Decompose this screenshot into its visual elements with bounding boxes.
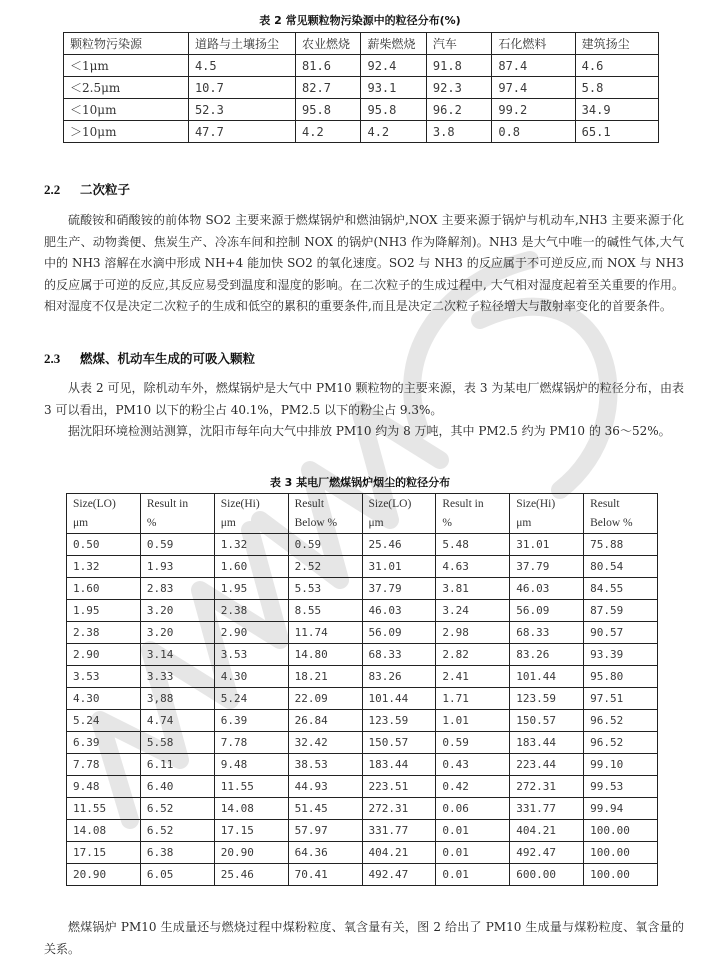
table-cell: 9.48: [67, 776, 141, 798]
table-cell: 4.2: [361, 121, 426, 143]
table-cell: 101.44: [510, 666, 584, 688]
table3: [66, 493, 658, 886]
section-number: 2.3: [44, 351, 61, 366]
table-cell: 8.55: [288, 600, 362, 622]
table-row: [67, 666, 658, 688]
table-cell: 87.4: [492, 55, 575, 77]
table-cell: 223.51: [362, 776, 436, 798]
table-row: [64, 121, 659, 143]
table-cell: 20.90: [67, 864, 141, 886]
table-cell: 22.09: [288, 688, 362, 710]
table2-caption: 表 2 常见颗粒物污染源中的粒径分布(%): [259, 14, 461, 27]
table-cell: 6.11: [140, 754, 214, 776]
table-cell: 272.31: [510, 776, 584, 798]
header-line: Result in: [146, 497, 189, 510]
table-cell: 2.38: [214, 600, 288, 622]
header-cell: [140, 494, 214, 534]
table-cell: 272.31: [362, 798, 436, 820]
header-unit: %: [442, 516, 452, 529]
table-cell: 4.2: [296, 121, 361, 143]
paragraph-text: 硫酸铵和硝酸铵的前体物 SO2 主要来源于燃煤锅炉和燃油锅炉,NOX 主要来源于锅炉与机动车,NH3 主要来源于化肥生产、动物粪便、焦炭生产、冷冻车间和控制 NOX 的锅炉(NH3 作为降解剂)。NH3 是大气中唯一的碱性气体,大气中的 NH3 溶解在水滴中形成 NH+4 能加快 SO2 的氧化速度。SO2 与 NH3 的反应属于不可逆反应,而 NOX 与 NH3 的反应属于可逆的反应,其反应易受到温度和湿度的影响。在二次粒子的生成过程中, 大气相对湿度起着至关重要的作用。相对湿度不仅是决定二次粒子的生成和低空的累积的重要条件,而且是决定二次粒子粒径增大与散射率变化的首要条件。: [44, 213, 684, 313]
header-cell: 薪柴燃烧: [361, 33, 426, 55]
table-cell: 3,88: [140, 688, 214, 710]
table-cell: 96.2: [426, 99, 491, 121]
table-cell: 95.8: [296, 99, 361, 121]
table-cell: 83.26: [362, 666, 436, 688]
table-cell: 6.40: [140, 776, 214, 798]
table-cell: 52.3: [188, 99, 295, 121]
header-cell: [288, 494, 362, 534]
table-row: [67, 754, 658, 776]
table-cell: 31.01: [362, 556, 436, 578]
table-row: [64, 55, 659, 77]
table-cell: 97.51: [584, 688, 658, 710]
paragraph-text: 从表 2 可见，除机动车外，燃煤锅炉是大气中 PM10 颗粒物的主要来源，表 3 为某电厂燃煤锅炉的粒径分布，由表 3 可以看出，PM10 以下的粉尘占 40.1%，PM2.5 以下的粉尘占 9.3%。: [44, 381, 684, 417]
header-line: Result: [294, 497, 325, 510]
table-cell: 7.78: [67, 754, 141, 776]
table-cell: 57.97: [288, 820, 362, 842]
closing-paragraph: [44, 917, 684, 960]
header-cell: 建筑扬尘: [575, 33, 658, 55]
table-cell: 331.77: [362, 820, 436, 842]
table-cell: 1.32: [214, 534, 288, 556]
table-row: [67, 688, 658, 710]
table-cell: 123.59: [510, 688, 584, 710]
table-cell: 492.47: [362, 864, 436, 886]
table-row: [64, 99, 659, 121]
table-cell: 6.52: [140, 798, 214, 820]
table-cell: 37.79: [510, 556, 584, 578]
table-cell: 3.20: [140, 600, 214, 622]
table-cell: 75.88: [584, 534, 658, 556]
table-cell: 5.24: [214, 688, 288, 710]
table-cell: 25.46: [362, 534, 436, 556]
table-cell: 2.41: [436, 666, 510, 688]
table-cell: 99.94: [584, 798, 658, 820]
table-cell: 14.08: [214, 798, 288, 820]
table-cell: 5.53: [288, 578, 362, 600]
table-cell: 1.60: [67, 578, 141, 600]
table-row: [67, 556, 658, 578]
table-cell: 0.50: [67, 534, 141, 556]
table-cell: 56.09: [362, 622, 436, 644]
table-cell: 492.47: [510, 842, 584, 864]
table-cell: 91.8: [426, 55, 491, 77]
table-cell: 0.8: [492, 121, 575, 143]
table-row: [67, 776, 658, 798]
table-cell: 4.30: [67, 688, 141, 710]
table-cell: 6.39: [67, 732, 141, 754]
table-cell: 81.6: [296, 55, 361, 77]
table-row: [67, 644, 658, 666]
table-cell: 68.33: [362, 644, 436, 666]
header-unit: Below %: [294, 516, 338, 529]
table-cell: 0.01: [436, 842, 510, 864]
table-cell: 6.05: [140, 864, 214, 886]
table-cell: 51.45: [288, 798, 362, 820]
table-header-row: [67, 494, 658, 534]
table-cell: 3.24: [436, 600, 510, 622]
table-cell: 34.9: [575, 99, 658, 121]
header-cell: 农业燃烧: [296, 33, 361, 55]
table-cell: 183.44: [510, 732, 584, 754]
table-cell: 14.80: [288, 644, 362, 666]
table-cell: 99.53: [584, 776, 658, 798]
table-cell: 11.74: [288, 622, 362, 644]
table-cell: 11.55: [214, 776, 288, 798]
table-cell: 2.52: [288, 556, 362, 578]
section-2-2-paragraph: [44, 210, 684, 318]
table-cell: 68.33: [510, 622, 584, 644]
table-cell: 17.15: [214, 820, 288, 842]
table-cell: 70.41: [288, 864, 362, 886]
table-cell: 93.39: [584, 644, 658, 666]
table-cell: 92.3: [426, 77, 491, 99]
header-line: Size(Hi): [220, 497, 260, 510]
paragraph-text: 燃煤锅炉 PM10 生成量还与燃烧过程中煤粉粒度、氧含量有关，图 2 给出了 PM10 生成量与煤粉粒度、氧含量的关系。: [44, 920, 684, 956]
table-row: [67, 622, 658, 644]
paragraph-text: 据沈阳环境检测站测算，沈阳市每年向大气中排放 PM10 约为 8 万吨，其中 PM2.5 约为 PM10 的 36～52%。: [68, 424, 671, 438]
table-cell: 90.57: [584, 622, 658, 644]
row-label-cell: ＜2.5μm: [64, 77, 189, 99]
header-cell: 道路与土壤扬尘: [188, 33, 295, 55]
table-header-row: [64, 33, 659, 55]
header-line: Result in: [442, 497, 484, 510]
table-cell: 96.52: [584, 710, 658, 732]
table-cell: 46.03: [362, 600, 436, 622]
table-cell: 96.52: [584, 732, 658, 754]
table-row: [67, 820, 658, 842]
table-cell: 0.42: [436, 776, 510, 798]
table-row: [67, 578, 658, 600]
table-cell: 80.54: [584, 556, 658, 578]
table-cell: 84.55: [584, 578, 658, 600]
table-cell: 97.4: [492, 77, 575, 99]
table-cell: 9.48: [214, 754, 288, 776]
table-cell: 82.7: [296, 77, 361, 99]
table-cell: 404.21: [362, 842, 436, 864]
header-cell: [362, 494, 436, 534]
table-cell: 1.71: [436, 688, 510, 710]
table-cell: 150.57: [510, 710, 584, 732]
table-cell: 1.01: [436, 710, 510, 732]
table-cell: 404.21: [510, 820, 584, 842]
table-row: [67, 710, 658, 732]
table3-caption: 表 3 某电厂燃煤锅炉烟尘的粒径分布: [269, 476, 451, 489]
table-cell: 31.01: [510, 534, 584, 556]
table-cell: 4.5: [188, 55, 295, 77]
section-title: 燃煤、机动车生成的可吸入颗粒: [80, 351, 256, 366]
table-cell: 3.81: [436, 578, 510, 600]
table-cell: 95.80: [584, 666, 658, 688]
table-cell: 93.1: [361, 77, 426, 99]
table-cell: 95.8: [361, 99, 426, 121]
table-cell: 1.93: [140, 556, 214, 578]
table-row: [64, 77, 659, 99]
table-cell: 3.53: [67, 666, 141, 688]
table-cell: 4.6: [575, 55, 658, 77]
section-2-3-heading: [44, 349, 255, 367]
table-cell: 100.00: [584, 864, 658, 886]
table-cell: 10.7: [188, 77, 295, 99]
section-2-3-paragraphs: [44, 378, 684, 443]
header-unit: μm: [368, 516, 384, 529]
table-cell: 99.2: [492, 99, 575, 121]
table-row: [67, 798, 658, 820]
table-cell: 6.52: [140, 820, 214, 842]
table-cell: 3.14: [140, 644, 214, 666]
header-line: Size(Hi): [516, 497, 556, 510]
table-cell: 1.60: [214, 556, 288, 578]
table-cell: 4.30: [214, 666, 288, 688]
header-cell: [436, 494, 510, 534]
table-cell: 56.09: [510, 600, 584, 622]
table-cell: 1.95: [214, 578, 288, 600]
table-cell: 46.03: [510, 578, 584, 600]
row-label-cell: ＜10μm: [64, 99, 189, 121]
table-cell: 7.78: [214, 732, 288, 754]
table-cell: 4.74: [140, 710, 214, 732]
table-cell: 2.83: [140, 578, 214, 600]
header-line: Size(LO): [368, 497, 412, 510]
table-cell: 18.21: [288, 666, 362, 688]
table-row: [67, 600, 658, 622]
table-cell: 0.06: [436, 798, 510, 820]
table-cell: 2.90: [67, 644, 141, 666]
table-cell: 123.59: [362, 710, 436, 732]
table-cell: 37.79: [362, 578, 436, 600]
table-cell: 5.8: [575, 77, 658, 99]
table-cell: 223.44: [510, 754, 584, 776]
header-cell: [214, 494, 288, 534]
table-row: [67, 732, 658, 754]
table-row: [67, 842, 658, 864]
table-cell: 3.20: [140, 622, 214, 644]
header-cell: 石化燃料: [492, 33, 575, 55]
header-cell: [67, 494, 141, 534]
table-cell: 44.93: [288, 776, 362, 798]
header-cell: [510, 494, 584, 534]
table2: [63, 32, 659, 143]
table-cell: 20.90: [214, 842, 288, 864]
table-cell: 0.59: [140, 534, 214, 556]
table-cell: 17.15: [67, 842, 141, 864]
table-cell: 38.53: [288, 754, 362, 776]
table-cell: 87.59: [584, 600, 658, 622]
section-2-2-heading: [44, 180, 130, 198]
section-number: 2.2: [44, 182, 61, 197]
table-cell: 0.43: [436, 754, 510, 776]
table-cell: 3.53: [214, 644, 288, 666]
section-title: 二次粒子: [80, 182, 131, 197]
table-cell: 1.32: [67, 556, 141, 578]
header-unit: μm: [220, 516, 236, 529]
table-cell: 101.44: [362, 688, 436, 710]
table-cell: 100.00: [584, 842, 658, 864]
header-unit: %: [146, 516, 157, 529]
table-cell: 11.55: [67, 798, 141, 820]
table-cell: 2.38: [67, 622, 141, 644]
table-cell: 99.10: [584, 754, 658, 776]
header-cell: 颗粒物污染源: [64, 33, 189, 55]
table-cell: 2.98: [436, 622, 510, 644]
table-cell: 331.77: [510, 798, 584, 820]
header-cell: 汽车: [426, 33, 491, 55]
table-cell: 0.01: [436, 820, 510, 842]
table-cell: 5.48: [436, 534, 510, 556]
table-cell: 600.00: [510, 864, 584, 886]
table-cell: 64.36: [288, 842, 362, 864]
header-unit: Below %: [590, 516, 633, 529]
table-cell: 100.00: [584, 820, 658, 842]
table-cell: 0.01: [436, 864, 510, 886]
header-line: Result: [590, 497, 620, 510]
table-cell: 1.95: [67, 600, 141, 622]
header-line: Size(LO): [73, 497, 116, 510]
header-unit: μm: [516, 516, 532, 529]
table-cell: 47.7: [188, 121, 295, 143]
table-cell: 183.44: [362, 754, 436, 776]
table-cell: 14.08: [67, 820, 141, 842]
table-cell: 4.63: [436, 556, 510, 578]
table-cell: 2.82: [436, 644, 510, 666]
row-label-cell: ＜1μm: [64, 55, 189, 77]
table-cell: 92.4: [361, 55, 426, 77]
table-cell: 25.46: [214, 864, 288, 886]
table-cell: 150.57: [362, 732, 436, 754]
table-cell: 0.59: [288, 534, 362, 556]
table-cell: 2.90: [214, 622, 288, 644]
table-cell: 6.39: [214, 710, 288, 732]
table-cell: 5.58: [140, 732, 214, 754]
table-cell: 26.84: [288, 710, 362, 732]
table-cell: 3.8: [426, 121, 491, 143]
table-row: [67, 534, 658, 556]
header-unit: μm: [73, 516, 89, 529]
table-cell: 0.59: [436, 732, 510, 754]
header-cell: [584, 494, 658, 534]
table-row: [67, 864, 658, 886]
table-cell: 83.26: [510, 644, 584, 666]
table-cell: 5.24: [67, 710, 141, 732]
table-cell: 32.42: [288, 732, 362, 754]
table-cell: 65.1: [575, 121, 658, 143]
table-cell: 3.33: [140, 666, 214, 688]
table-cell: 6.38: [140, 842, 214, 864]
row-label-cell: ＞10μm: [64, 121, 189, 143]
